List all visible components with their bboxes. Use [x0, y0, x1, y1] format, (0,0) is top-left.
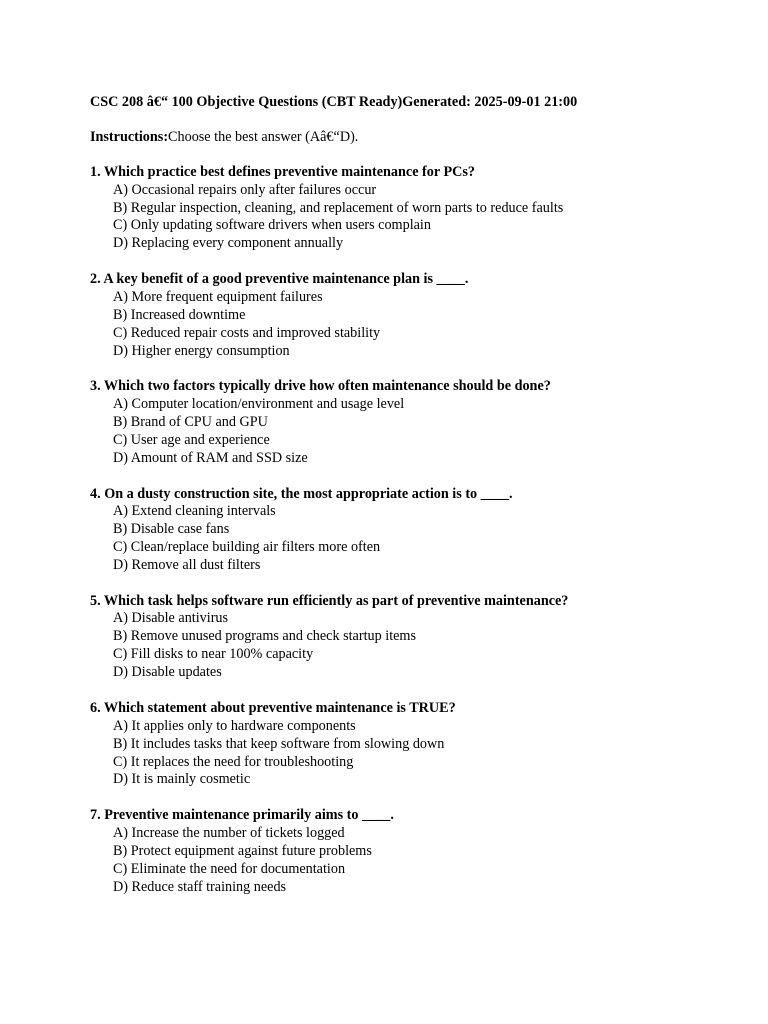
question-6 [90, 700, 750, 789]
document-page [90, 93, 750, 897]
option-a: A) Occasional repairs only after failures occur [113, 181, 377, 198]
option-a: A) Extend cleaning intervals [113, 503, 276, 520]
question-5 [90, 593, 750, 682]
option-b: B) Remove unused programs and check startup items [113, 628, 416, 645]
question-text: 4. On a dusty construction site, the most appropriate action is to ____. [90, 485, 513, 502]
option-c: C) Fill disks to near 100% capacity [113, 646, 314, 663]
option-b: B) Brand of CPU and GPU [113, 413, 268, 430]
question-4 [90, 486, 750, 575]
document-title: CSC 208 â€“ 100 Objective Questions (CBT Ready)Generated: 2025-09-01 21:00 [90, 94, 578, 110]
question-text: 6. Which statement about preventive maintenance is TRUE? [90, 700, 456, 717]
option-d: D) Disable updates [113, 664, 222, 681]
option-d: D) Replacing every component annually [113, 235, 344, 252]
option-b: B) Increased downtime [113, 306, 246, 323]
option-a: A) It applies only to hardware components [113, 717, 356, 734]
option-a: A) Computer location/environment and usage level [113, 396, 405, 413]
option-d: D) Reduce staff training needs [113, 878, 287, 895]
question-1 [90, 164, 750, 253]
option-a: A) Disable antivirus [113, 610, 229, 627]
option-a: A) Increase the number of tickets logged [113, 824, 345, 841]
option-c: C) User age and experience [113, 431, 270, 448]
instructions-label: Instructions: [90, 129, 169, 145]
option-d: D) Remove all dust filters [113, 556, 261, 573]
question-3 [90, 378, 750, 467]
option-b: B) Protect equipment against future problems [113, 842, 372, 859]
option-c: C) Eliminate the need for documentation [113, 860, 346, 877]
option-d: D) It is mainly cosmetic [113, 771, 251, 788]
option-c: C) Reduced repair costs and improved stability [113, 324, 381, 341]
instructions-text: Choose the best answer (Aâ€“D). [168, 129, 359, 145]
instructions [90, 128, 750, 146]
question-text: 5. Which task helps software run efficiently as part of preventive maintenance? [90, 592, 569, 609]
question-text: 7. Preventive maintenance primarily aims to ____. [90, 807, 394, 824]
option-b: B) Disable case fans [113, 521, 230, 538]
question-2 [90, 271, 750, 360]
question-text: 3. Which two factors typically drive how often maintenance should be done? [90, 378, 551, 395]
option-a: A) More frequent equipment failures [113, 288, 323, 305]
option-c: C) It replaces the need for troubleshooting [113, 753, 354, 770]
question-text: 2. A key benefit of a good preventive maintenance plan is ____. [90, 271, 469, 288]
option-b: B) It includes tasks that keep software from slowing down [113, 735, 445, 752]
question-7 [90, 807, 750, 896]
option-d: D) Higher energy consumption [113, 342, 290, 359]
option-d: D) Amount of RAM and SSD size [113, 449, 308, 466]
option-b: B) Regular inspection, cleaning, and replacement of worn parts to reduce faults [113, 199, 564, 216]
option-c: C) Clean/replace building air filters more often [113, 539, 381, 556]
question-text: 1. Which practice best defines preventive maintenance for PCs? [90, 164, 475, 180]
option-c: C) Only updating software drivers when users complain [113, 217, 431, 234]
